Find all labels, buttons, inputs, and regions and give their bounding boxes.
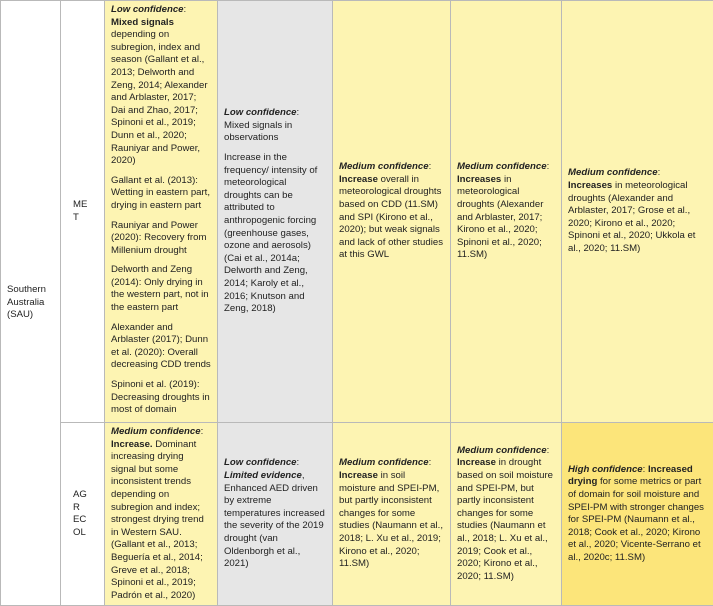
confidence-label: Medium confidence bbox=[339, 161, 429, 172]
trend-label: Increased drying bbox=[568, 464, 693, 488]
cell-text: in meteorological droughts (Alexander and Arblaster, 2017; Kirono et al., 2020; Spinoni et al., 2020; 11.SM) bbox=[457, 174, 543, 261]
trend-label: Mixed signals bbox=[111, 17, 174, 28]
projection-cell-3: Medium confidence: Increases in meteorological droughts (Alexander and Arblaster, 2017; Grose et al., 2020; Kirono et al., 2020; Spinoni et al., 2020; Ukkola et al., 2020; 11.SM) bbox=[562, 1, 713, 423]
confidence-label: High confidence bbox=[568, 464, 643, 475]
projection-cell-2: Medium confidence: Increase in drought based on soil moisture and SPEI-PM, but partly inconsistent changes for some studies (Naumann et al., 2018; L. Xu et al., 2019; Cook et al., 2020; Kirono et al., 2020; 11.SM) bbox=[451, 423, 562, 606]
cell-text: in soil moisture and SPEI-PM, but partly inconsistent changes for some studies (Naumann et al., 2018; L. Xu et al., 2019; Kirono et al., 2020; 11.SM) bbox=[339, 470, 443, 569]
note-text: Spinoni et al. (2019): Decreasing droughts in most of domain bbox=[111, 379, 211, 417]
cell-text: , Enhanced AED driven by extreme temperatures increased the severity of the 2019 drought (van Oldenborgh et al., 2021) bbox=[224, 470, 325, 569]
projection-cell-3: High confidence: Increased drying for some metrics or part of domain for soil moisture and SPEI-PM with stronger changes for SPEI-PM (Naumann et al., 2018; Cook et al., 2020; Kirono et al., 2020; Vicente-Serrano et al., 2020c; 11.SM) bbox=[562, 423, 713, 606]
drought-type-agr-ecol: AGR ECOL bbox=[61, 423, 105, 606]
trend-label: Increase bbox=[339, 470, 378, 481]
observed-trends-cell: Low confidence: Mixed signals depending on subregion, index and season (Gallant et al., 2013; Delworth and Zeng, 2014; Alexander and Arblaster, 2017; Dai and Zhao, 2017; Spinoni et al., 2019; Dunn et al., 2020; Rauniyar and Power, 2020) Gallant et al. (2013): Wetting in eastern part, drying in eastern part Rauniyar and Power (2020): Recovery from Millenium drought Delworth and Zeng (2014): Only drying in the western part, not in the eastern part Alexander and Arblaster (2017); Dunn et al. (2020): Overall decreasing CDD trends Spinoni et al. (2019): Decreasing droughts in most of domain bbox=[105, 1, 218, 423]
note-text: Gallant et al. (2013): Wetting in eastern part, drying in eastern part bbox=[111, 175, 211, 213]
note-text: Delworth and Zeng (2014): Only drying in the western part, not in the eastern part bbox=[111, 264, 211, 314]
note-text: Alexander and Arblaster (2017); Dunn et al. (2020): Overall decreasing CDD trends bbox=[111, 322, 211, 372]
cell-text: Increase in the frequency/ intensity of meteorological droughts can be attributed to anthropogenic forcing (greenhouse gases, ozone and aerosols) (Cai et al., 2014a; Delworth and Zeng, 2014; Karoly et al., 2016; Knutson and Zeng, 2018) bbox=[224, 152, 326, 316]
region-cell bbox=[1, 1, 61, 606]
region-code: (SAU) bbox=[7, 309, 54, 322]
observed-trends-cell: Medium confidence: Increase. Dominant increasing drying signal but some inconsistent trends depending on subregion and index; strongest drying trend in Western SAU. (Gallant et al., 2013; Beguería et al., 2014; Greve et al., 2018; Spinoni et al., 2019; Padrón et al., 2020) bbox=[105, 423, 218, 606]
cell-text: Dominant increasing drying signal but some inconsistent trends depending on subregion and index; strongest drying trend in Western SAU. (Gallant et al., 2013; Beguería et al., 2014; Greve et al., 2018; Spinoni et al., 2019; Padrón et al., 2020) bbox=[111, 439, 204, 601]
confidence-label: Medium confidence bbox=[111, 426, 201, 437]
trend-label: Increase bbox=[457, 457, 496, 468]
drought-type-met: MET bbox=[61, 1, 105, 423]
trend-label: Increases bbox=[568, 180, 612, 191]
confidence-label: Medium confidence bbox=[457, 161, 547, 172]
attribution-cell: Low confidence: Limited evidence, Enhanced AED driven by extreme temperatures increased the severity of the 2019 drought (van Oldenborgh et al., 2021) bbox=[218, 423, 333, 606]
table-row-agr-ecol bbox=[1, 423, 713, 606]
confidence-label: Low confidence bbox=[224, 107, 297, 118]
projection-cell-1: Medium confidence: Increase in soil moisture and SPEI-PM, but partly inconsistent changes for some studies (Naumann et al., 2018; L. Xu et al., 2019; Kirono et al., 2020; 11.SM) bbox=[333, 423, 451, 606]
projection-cell-2: Medium confidence: Increases in meteorological droughts (Alexander and Arblaster, 2017; Kirono et al., 2020; Spinoni et al., 2020; 11.SM) bbox=[451, 1, 562, 423]
trend-label: Increases bbox=[457, 174, 501, 185]
confidence-label: Medium confidence bbox=[568, 167, 658, 178]
cell-text: depending on subregion, index and season (Gallant et al., 2013; Delworth and Zeng, 2014; Alexander and Arblaster, 2017; Dai and Zhao, 2017; Spinoni et al., 2019; Dunn et al., 2020; Rauniyar and Power, 2020) bbox=[111, 29, 208, 166]
confidence-label: Medium confidence bbox=[339, 457, 429, 468]
trend-label: Increase bbox=[339, 174, 378, 185]
cell-text: in meteorological droughts (Alexander and Arblaster, 2017; Grose et al., 2020; Kirono et al., 2020; Spinoni et al., 2020; Ukkola et al., 2020; 11.SM) bbox=[568, 180, 695, 254]
cell-text: : Mixed signals in observations bbox=[224, 107, 299, 143]
cell-text: for some metrics or part of domain for soil moisture and SPEI-PM with stronger changes for SPEI-PM (Naumann et al., 2018; Cook et al., 2020; Kirono et al., 2020; Vicente-Serrano et al., 2020c; 11.SM) bbox=[568, 476, 704, 563]
projection-cell-1: Medium confidence: Increase overall in meteorological droughts based on CDD (11.SM) and SPI (Kirono et al., 2020); but weak signals and lack of other studies at this GWL bbox=[333, 1, 451, 423]
cell-text: overall in meteorological droughts based on CDD (11.SM) and SPI (Kirono et al., 2020); but weak signals and lack of other studies at this GWL bbox=[339, 174, 443, 261]
attribution-cell bbox=[218, 1, 333, 423]
cell-text: in drought based on soil moisture and SPEI-PM, but partly inconsistent changes for some studies (Naumann et al., 2018; L. Xu et al., 2019; Cook et al., 2020; Kirono et al., 2020; 11.SM) bbox=[457, 457, 553, 581]
confidence-label: Medium confidence bbox=[457, 445, 547, 456]
evidence-label: Limited evidence bbox=[224, 470, 302, 481]
confidence-label: Low confidence bbox=[111, 4, 184, 15]
table-row-met bbox=[1, 1, 713, 423]
confidence-label: Low confidence bbox=[224, 457, 297, 468]
region-name: Southern Australia bbox=[7, 284, 54, 309]
note-text: Rauniyar and Power (2020): Recovery from Millenium drought bbox=[111, 220, 211, 258]
trend-label: Increase. bbox=[111, 439, 153, 450]
